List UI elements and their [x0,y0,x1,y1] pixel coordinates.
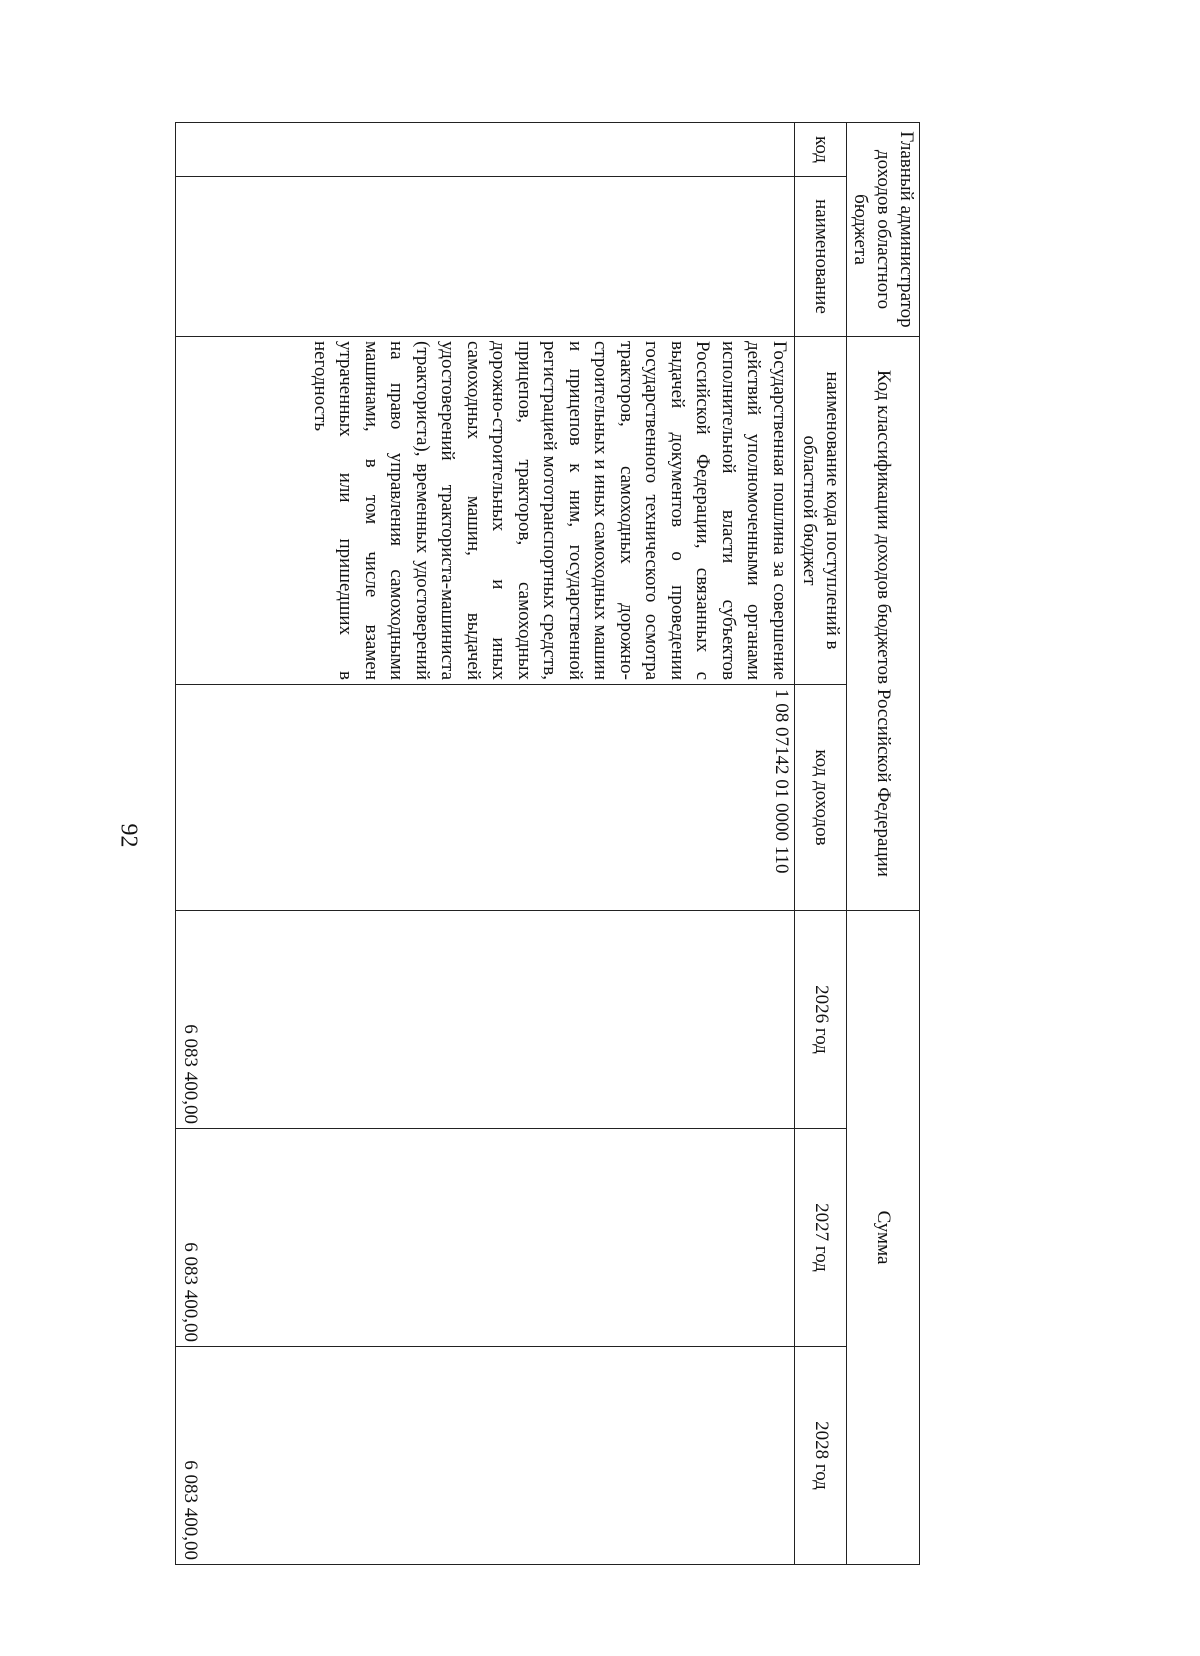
rotated-table-container [175,122,920,1564]
income-table [175,122,920,1565]
header-income-code: код доходов [794,685,846,911]
header-year-2028: 2028 год [794,1347,846,1565]
header-admin-code: код [794,123,846,177]
cell-sum-2026: 6 083 400,00 [176,911,795,1129]
header-sum-group: Сумма [846,911,919,1565]
cell-admin-name [176,177,795,337]
header-admin-name: наименование [794,177,846,337]
page-number: 92 [115,823,142,848]
cell-income-code: 1 08 07142 01 0000 110 [176,685,795,911]
header-year-2026: 2026 год [794,911,846,1129]
table-row [176,123,795,1565]
cell-sum-2028: 6 083 400,00 [176,1347,795,1565]
cell-income-name: Государственная пошлина за совершение действий уполномоченными органами исполнительной власти субъектов Российской Федерации, связанных с выдачей документов о проведении государственного технического осмотра тракторов, самоходных дорожно-строительных и иных самоходных машин и прицепов к ним, государственной регистрацией мототранспортных средств, прицепов, тракторов, самоходных дорожно-строительных и иных самоходных машин, выдачей удостоверений тракториста-машиниста (тракториста), временных удостоверений на право управления самоходными машинами, в том числе взамен утраченных или пришедших в негодность [176,337,795,685]
cell-admin-code [176,123,795,177]
cell-sum-2027: 6 083 400,00 [176,1129,795,1347]
header-income-name: наименование кода поступлений в областной бюджет [794,337,846,685]
header-year-2027: 2027 год [794,1129,846,1347]
header-classification-group: Код классификации доходов бюджетов Российской Федерации [846,337,919,911]
header-admin-group: Главный администратор доходов областного бюджета [846,123,919,337]
